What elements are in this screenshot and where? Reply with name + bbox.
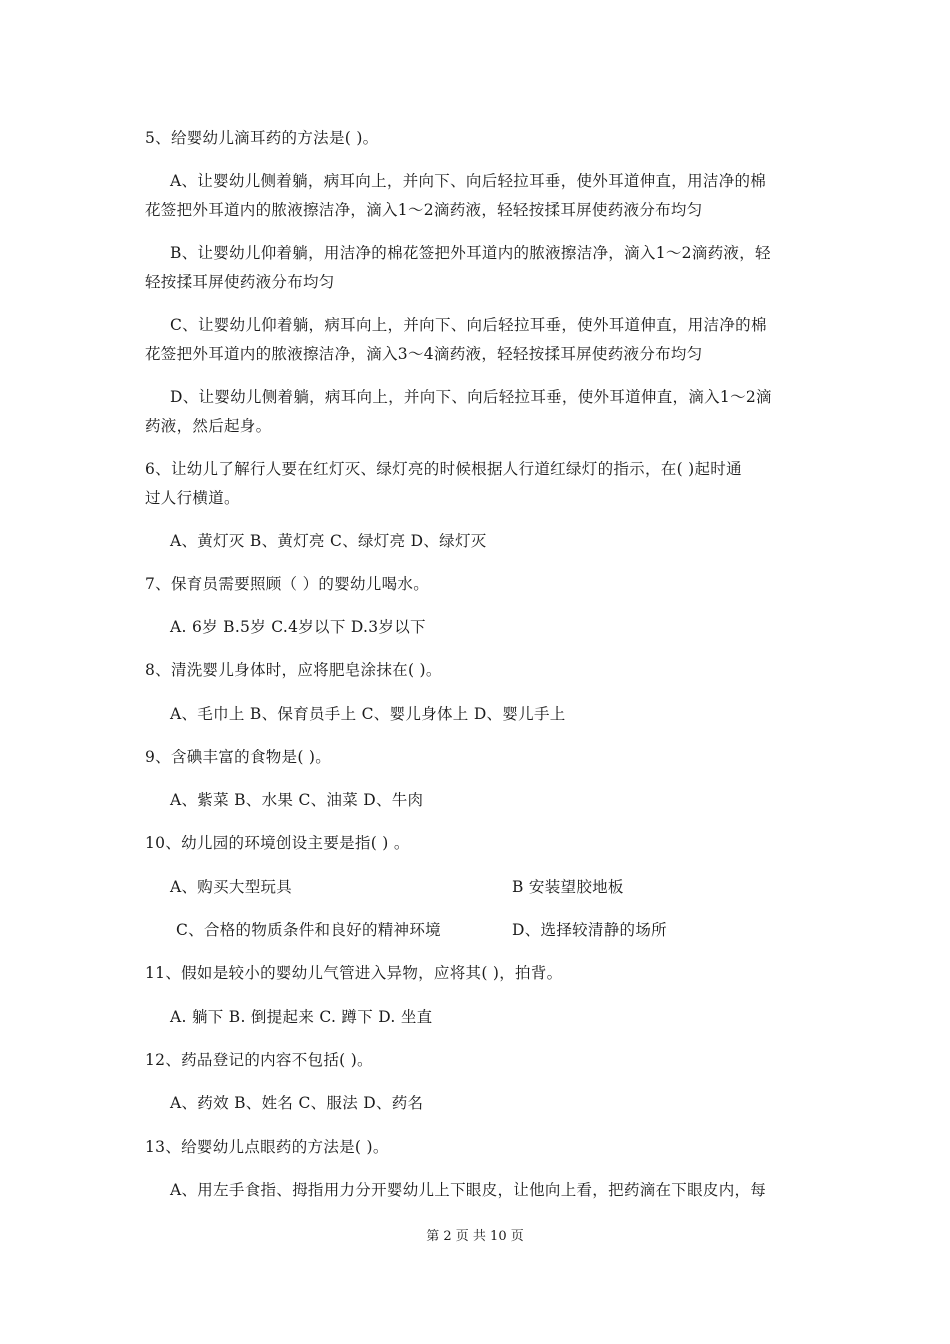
question-12-stem: 12、药品登记的内容不包括( )。 xyxy=(145,1051,373,1069)
question-5-option-a: A、让婴幼儿侧着躺，病耳向上，并向下、向后轻拉耳垂，使外耳道伸直，用洁净的棉 xyxy=(170,172,767,190)
question-8-stem: 8、清洗婴儿身体时，应将肥皂涂抹在( )。 xyxy=(145,661,442,679)
question-10-option-a: A、购买大型玩具 xyxy=(170,878,293,896)
question-8-options: A、毛巾上 B、保育员手上 C、婴儿身体上 D、婴儿手上 xyxy=(170,705,566,723)
question-6-stem-cont: 过人行横道。 xyxy=(145,489,240,507)
question-10-stem: 10、幼儿园的环境创设主要是指( ) 。 xyxy=(145,834,410,852)
question-10-options-row-2 xyxy=(176,920,821,940)
question-7-stem: 7、保育员需要照顾（ ）的婴幼儿喝水。 xyxy=(145,575,429,593)
question-5-option-c-cont: 花签把外耳道内的脓液擦洁净，滴入3～4滴药液，轻轻按揉耳屏使药液分布均匀 xyxy=(145,345,703,363)
question-11-options: A. 躺下 B. 倒提起来 C. 蹲下 D. 坐直 xyxy=(170,1008,433,1026)
question-6-options: A、黄灯灭 B、黄灯亮 C、绿灯亮 D、绿灯灭 xyxy=(170,532,487,550)
question-5-option-a-cont: 花签把外耳道内的脓液擦洁净，滴入1～2滴药液，轻轻按揉耳屏使药液分布均匀 xyxy=(145,201,703,219)
question-5-option-c: C、让婴幼儿仰着躺，病耳向上，并向下、向后轻拉耳垂，使外耳道伸直，用洁净的棉 xyxy=(170,316,767,334)
question-12-options: A、药效 B、姓名 C、服法 D、药名 xyxy=(170,1094,424,1112)
question-5-option-b: B、让婴幼儿仰着躺，用洁净的棉花签把外耳道内的脓液擦洁净，滴入1～2滴药液，轻 xyxy=(170,244,771,262)
question-11-stem: 11、假如是较小的婴幼儿气管进入异物，应将其( )，拍背。 xyxy=(145,964,563,982)
question-13-stem: 13、给婴幼儿点眼药的方法是( )。 xyxy=(145,1138,389,1156)
question-10-option-c: C、合格的物质条件和良好的精神环境 xyxy=(176,921,441,939)
question-7-options: A. 6岁 B.5岁 C.4岁以下 D.3岁以下 xyxy=(170,618,426,636)
question-6-stem: 6、让幼儿了解行人要在红灯灭、绿灯亮的时候根据人行道红绿灯的指示，在( )起时通 xyxy=(145,460,742,478)
question-10-options-row-1 xyxy=(170,877,815,897)
question-13-option-a: A、用左手食指、拇指用力分开婴幼儿上下眼皮，让他向上看，把药滴在下眼皮内，每 xyxy=(170,1181,767,1199)
question-9-options: A、紫菜 B、水果 C、油菜 D、牛肉 xyxy=(170,791,424,809)
question-9-stem: 9、含碘丰富的食物是( )。 xyxy=(145,748,332,766)
question-5-option-b-cont: 轻按揉耳屏使药液分布均匀 xyxy=(145,273,335,291)
question-5-option-d-cont: 药液，然后起身。 xyxy=(145,417,272,435)
question-5-option-d: D、让婴幼儿侧着躺，病耳向上，并向下、向后轻拉耳垂，使外耳道伸直，滴入1～2滴 xyxy=(170,388,772,406)
question-10-option-b: B 安装望胶地板 xyxy=(512,878,624,896)
page-footer: 第 2 页 共 10 页 xyxy=(426,1229,524,1244)
question-5-stem: 5、给婴幼儿滴耳药的方法是( )。 xyxy=(145,129,379,147)
question-10-option-d: D、选择较清静的场所 xyxy=(512,921,667,939)
